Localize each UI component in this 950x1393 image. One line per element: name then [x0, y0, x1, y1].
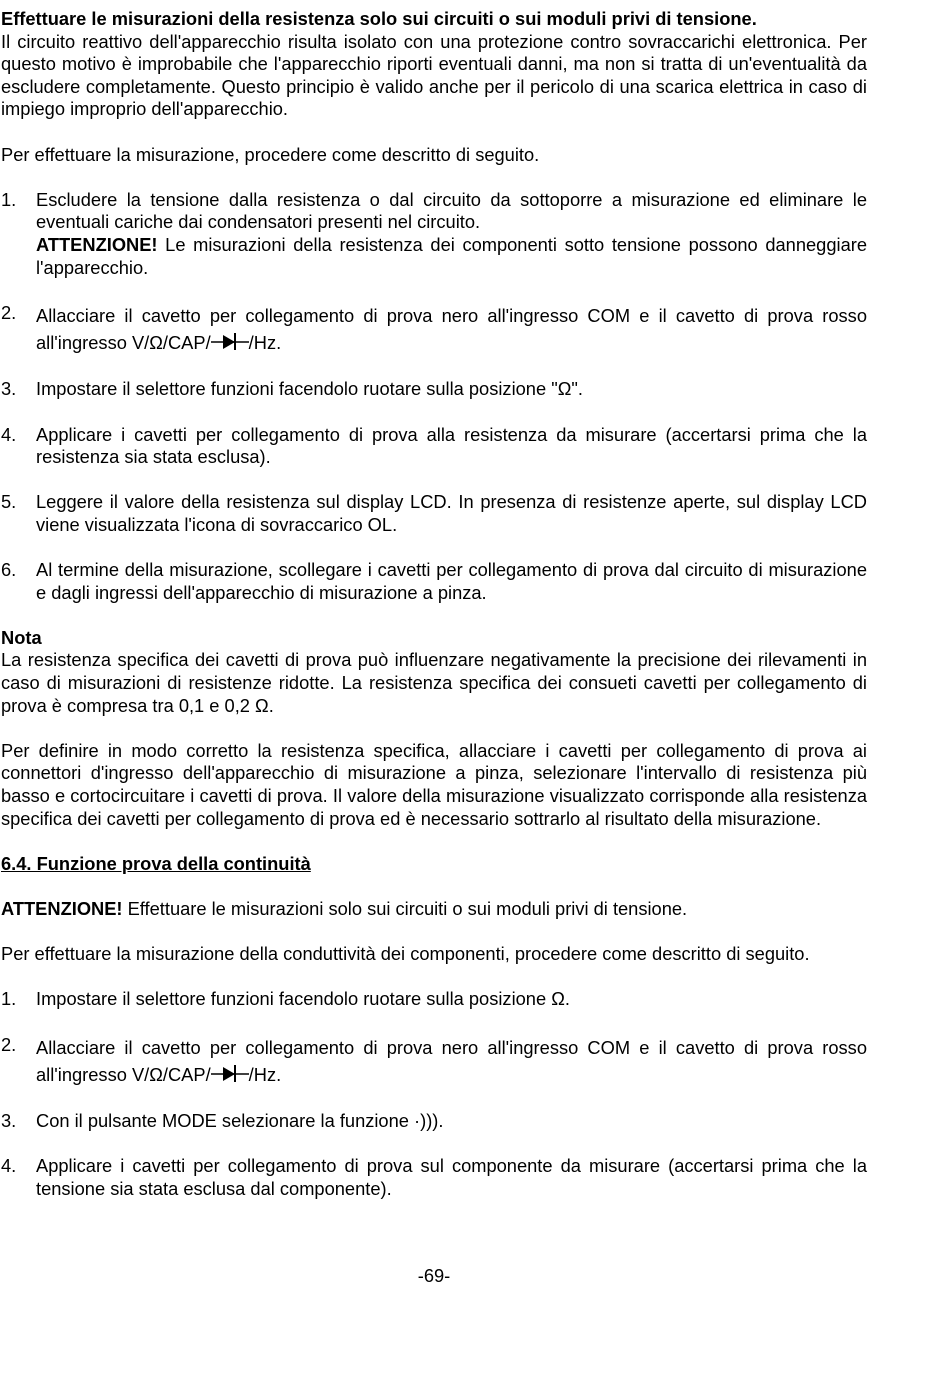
procedure-lead: Per effettuare la misurazione della conduttività dei componenti, procedere come descritto di seguito.: [1, 943, 810, 965]
list-item: 6. Al termine della misurazione, scollegare i cavetti per collegamento di prova dal circuito di misurazione e dagli ingressi dell'apparecchio di misurazione a pinza.: [1, 559, 867, 603]
attention-label: ATTENZIONE!: [1, 897, 123, 919]
note-paragraph: La resistenza specifica dei cavetti di prova può influenzare negativamente la precisione dei rilevamenti in caso di misurazioni di resistenze ridotte. La resistenza specifica dei consueti cavetti per collegamento di prova è compresa tra 0,1 e 0,2 Ω.: [1, 649, 867, 716]
intro-paragraph: Il circuito reattivo dell'apparecchio risulta isolato con una protezione contro sovraccarichi elettronica. Per questo motivo è improbabile che l'apparecchio riporti eventuali danni, ma non si tratta di un'eventualità da escludere completamente. Questo principio è valido anche per il pericolo di una scarica elettrica in caso di impiego improprio dell'apparecchio.: [1, 30, 867, 120]
list-item: 3. Con il pulsante MODE selezionare la funzione ·))).: [1, 1110, 444, 1132]
list-item: 4. Applicare i cavetti per collegamento di prova alla resistenza da misurare (accertarsi prima che la resistenza sia stata esclusa).: [1, 423, 867, 468]
list-item: 4. Applicare i cavetti per collegamento di prova sul componente da misurare (accertarsi prima che la tensione sia stata esclusa dal componente).: [1, 1155, 867, 1199]
resistance-warning: Effettuare le misurazioni della resistenza solo sui circuiti o sui moduli privi di tensione.: [1, 8, 757, 29]
note-paragraph: Per definire in modo corretto la resistenza specifica, allacciare i cavetti per collegamento di prova ai connettori d'ingresso dell'apparecchio di misurazione a pinza, selezionare l'intervallo di resistenza più basso e cortocircuitare i cavetti di prova. Il valore della misurazione visualizzato corrisponde alla resistenza specifica dei cavetti per collegamento di prova ed è necessario sottrarlo al risultato della misurazione.: [1, 739, 867, 829]
continuity-warning: ATTENZIONE! Effettuare le misurazioni solo sui circuiti o sui moduli privi di tensione.: [1, 897, 688, 919]
list-item: 2. Allacciare il cavetto per collegamento di prova nero all'ingresso COM e il cavetto di prova rosso all'ingresso V/Ω/CAP/ /Hz.: [1, 1033, 867, 1085]
list-item: 1. Impostare il selettore funzioni facendolo ruotare sulla posizione Ω.: [1, 988, 570, 1010]
list-item: 5. Leggere il valore della resistenza sul display LCD. In presenza di resistenze aperte, sul display LCD viene visualizzata l'icona di sovraccarico OL.: [1, 491, 867, 535]
diode-symbol-icon: [211, 1062, 249, 1082]
document-page: [1, 8, 867, 1286]
attention-label: ATTENZIONE!: [36, 233, 158, 255]
section-heading: 6.4. Funzione prova della continuità: [1, 852, 311, 874]
procedure-lead: Per effettuare la misurazione, procedere come descritto di seguito.: [1, 143, 540, 165]
page-number: -69-: [417, 1265, 451, 1286]
list-item: 1. Escludere la tensione dalla resistenza o dal circuito da sottoporre a misurazione ed eliminare le eventuali cariche dai condensatori presenti nel circuito. ATTENZIONE! Le misurazioni della resistenza dei componenti sotto tensione possono danneggiare l'apparecchio.: [1, 188, 867, 278]
diode-symbol-icon: [211, 330, 249, 350]
note-title: Nota: [1, 626, 42, 648]
list-item: 3. Impostare il selettore funzioni facendolo ruotare sulla posizione "Ω".: [1, 378, 583, 400]
list-item: 2. Allacciare il cavetto per collegamento di prova nero all'ingresso COM e il cavetto di prova rosso all'ingresso V/Ω/CAP/ /Hz.: [1, 301, 867, 353]
